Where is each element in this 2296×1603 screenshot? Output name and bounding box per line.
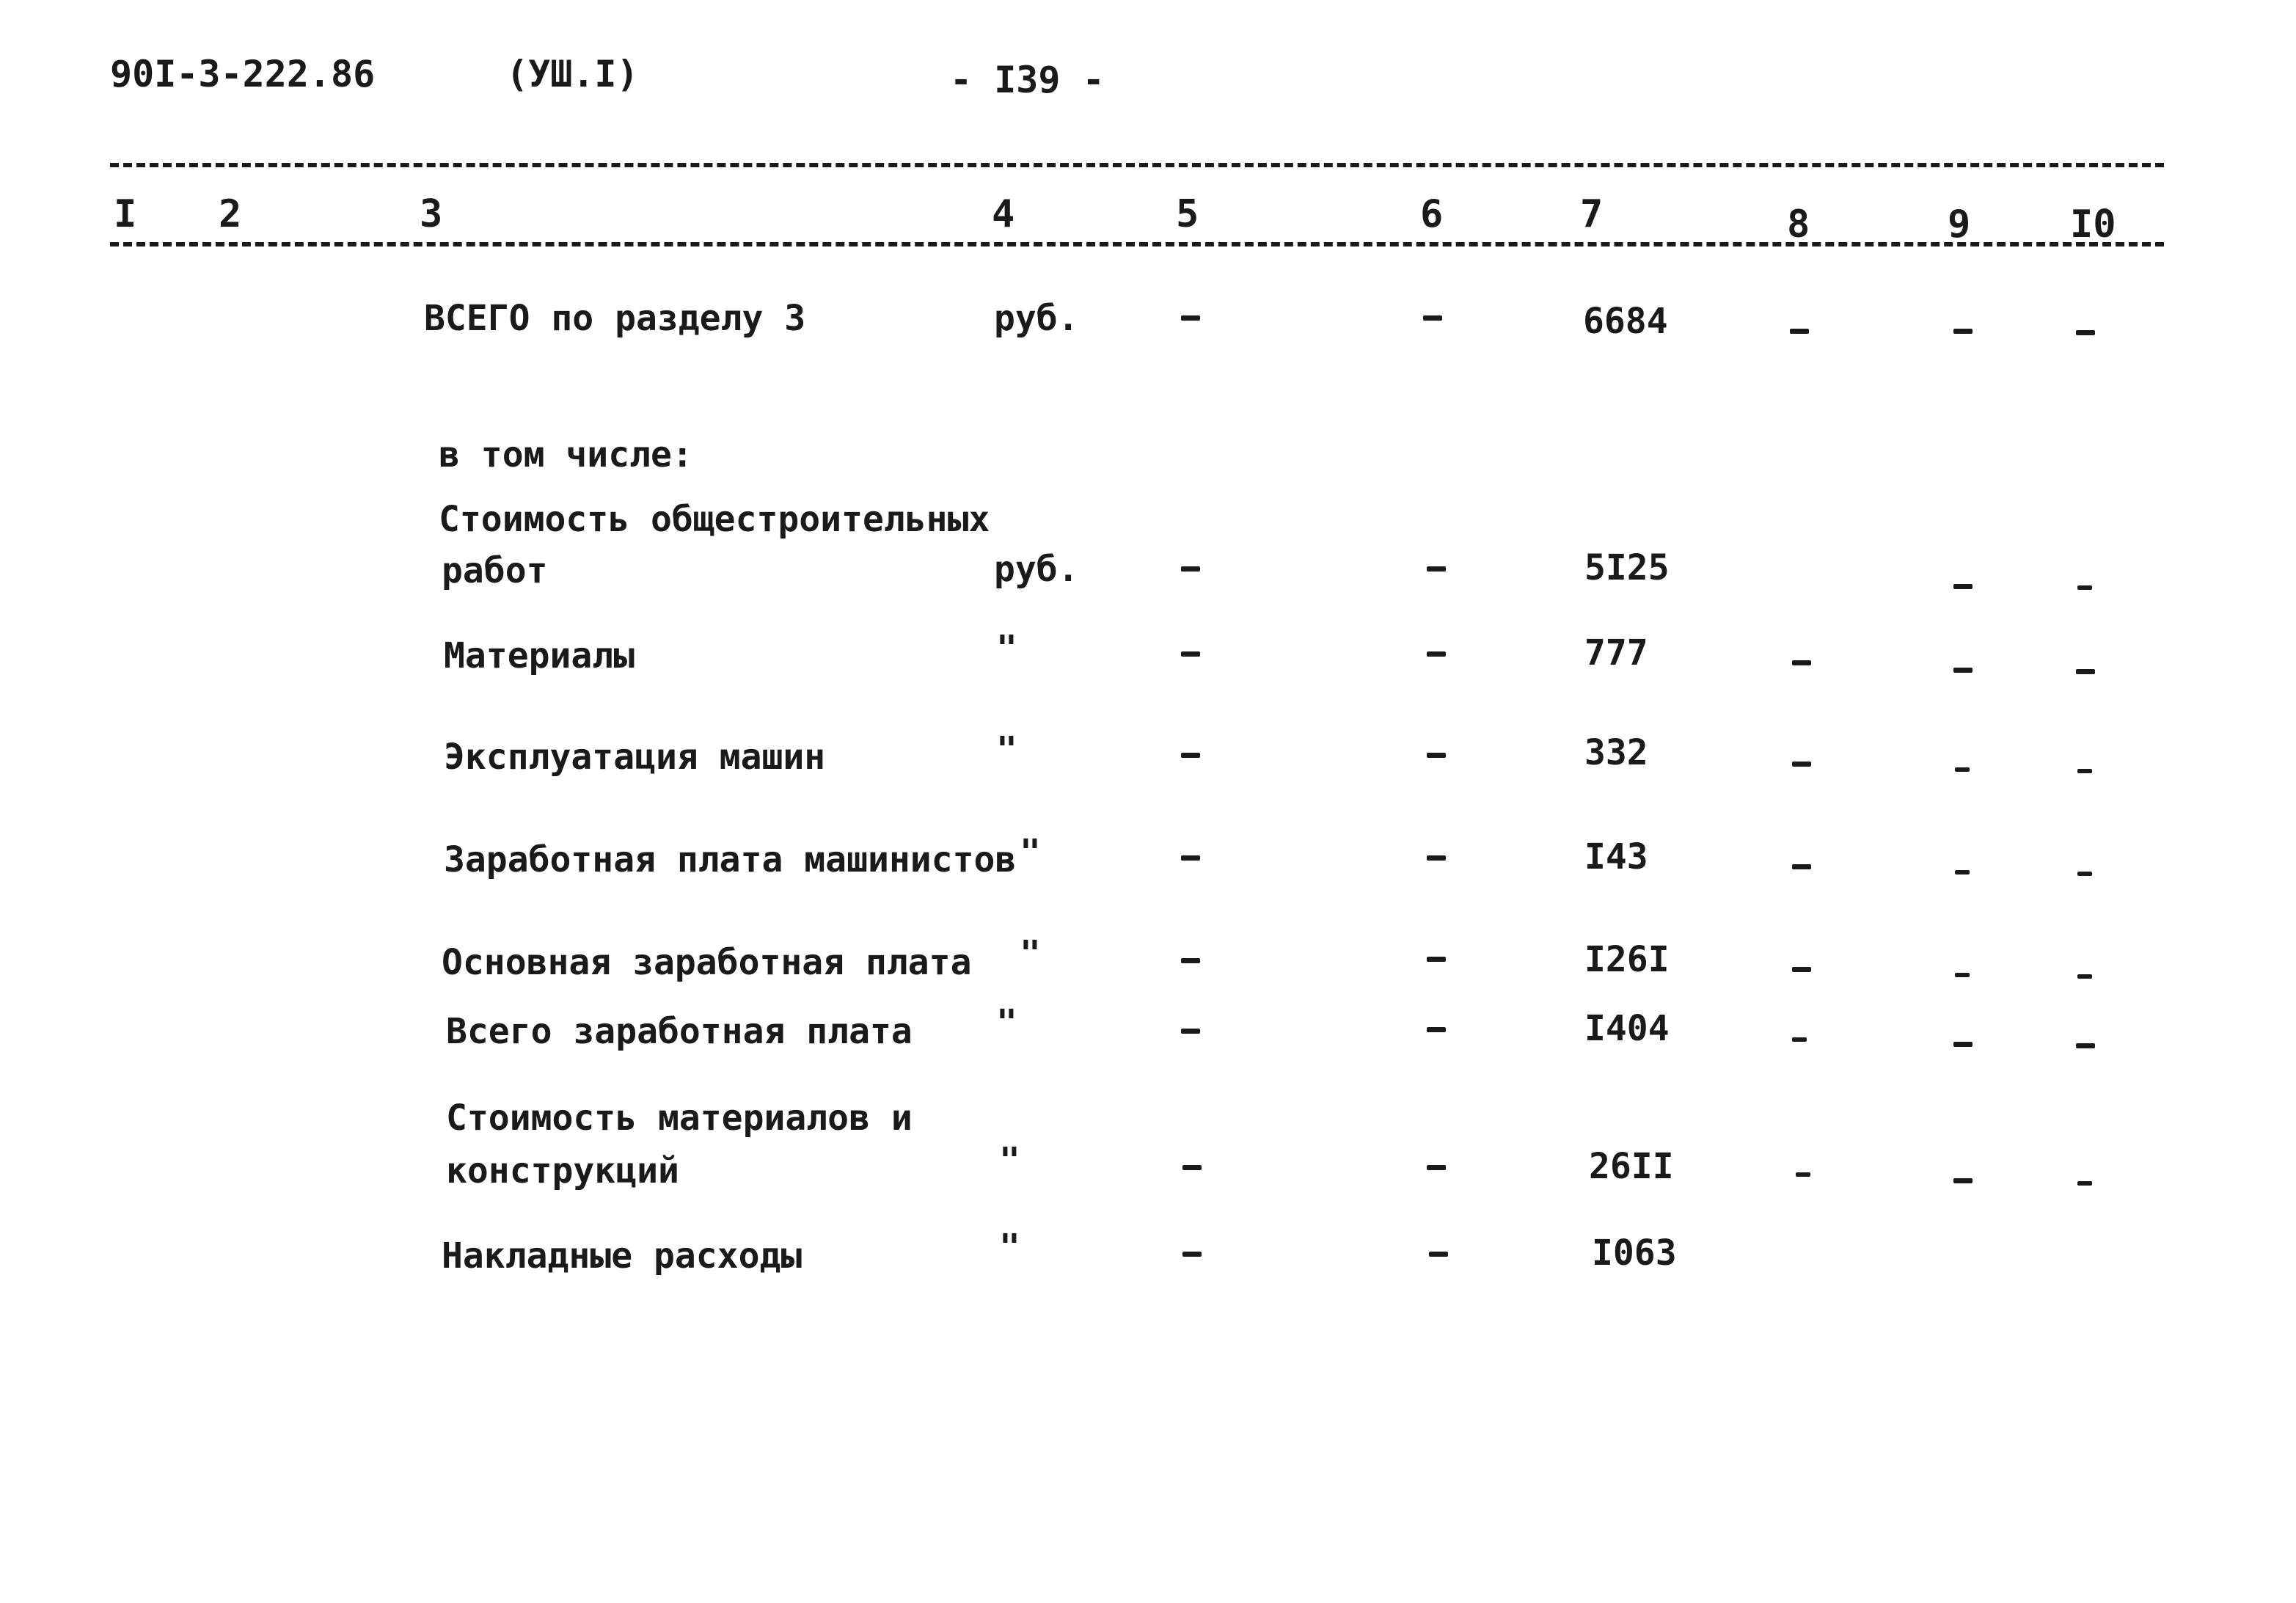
row-1-unit: руб. — [994, 549, 1079, 590]
column-number-10: I0 — [2070, 202, 2116, 247]
row-7-name-line1: Стоимость материалов и — [446, 1098, 913, 1139]
row-6-dash-col8 — [1792, 1037, 1807, 1042]
row-7-dash-col10 — [2077, 1181, 2092, 1186]
row-6-value: I404 — [1584, 1008, 1670, 1049]
row-1-dash-col10 — [2077, 585, 2092, 590]
row-4-dash-col9 — [1955, 870, 1970, 874]
row-7-dash-col6 — [1427, 1165, 1446, 1170]
row-6-dash-col10 — [2076, 1043, 2095, 1048]
row-7-name-line2: конструкций — [446, 1150, 679, 1191]
top-dashed-rule — [110, 163, 2164, 167]
row-8-name: Накладные расходы — [442, 1235, 802, 1277]
row-6-name: Всего заработная плата — [446, 1011, 913, 1052]
summary-row-dash-col10 — [2076, 330, 2095, 335]
page-number: - I39 - — [950, 59, 1105, 101]
row-2-unit: " — [996, 628, 1017, 669]
row-5-dash-col8 — [1792, 967, 1811, 972]
summary-row-dash-col5 — [1181, 315, 1200, 321]
row-5-unit: " — [1020, 933, 1041, 974]
row-1-dash-col9 — [1953, 584, 1973, 589]
subheading-including: в том числе: — [439, 434, 693, 475]
row-6-dash-col5 — [1181, 1029, 1200, 1034]
row-3-unit: " — [996, 729, 1017, 770]
row-7-value: 26II — [1589, 1146, 1674, 1187]
row-3-dash-col9 — [1955, 767, 1970, 772]
row-5-name: Основная заработная плата — [442, 942, 972, 983]
row-7-unit: " — [999, 1140, 1020, 1181]
row-6-dash-col9 — [1953, 1042, 1973, 1047]
summary-row-dash-col8 — [1790, 329, 1809, 334]
summary-row-dash-col6 — [1423, 315, 1442, 321]
row-4-name: Заработная плата машинистов — [444, 839, 1017, 880]
row-1-name-line1: Стоимость общестроительных — [439, 499, 990, 540]
column-number-9: 9 — [1948, 202, 1971, 247]
summary-row-unit: руб. — [994, 298, 1079, 339]
row-6-unit: " — [996, 1002, 1017, 1043]
summary-row-value: 6684 — [1583, 301, 1668, 342]
row-4-unit: " — [1020, 832, 1041, 873]
row-4-dash-col8 — [1792, 864, 1811, 869]
row-2-value: 777 — [1584, 632, 1648, 673]
row-3-dash-col8 — [1792, 762, 1811, 767]
row-7-dash-col5 — [1182, 1165, 1202, 1170]
row-2-dash-col5 — [1181, 651, 1200, 657]
column-number-4: 4 — [992, 192, 1015, 236]
summary-row-name: ВСЕГО по разделу 3 — [424, 298, 806, 339]
row-3-dash-col6 — [1427, 753, 1446, 758]
row-1-dash-col6 — [1427, 566, 1446, 572]
column-numbers-dashed-rule — [110, 242, 2164, 247]
row-7-dash-col9 — [1953, 1178, 1973, 1183]
section-code: (УШ.I) — [506, 53, 639, 95]
row-5-dash-col5 — [1181, 958, 1200, 963]
row-2-name: Материалы — [444, 635, 635, 676]
row-1-value: 5I25 — [1584, 547, 1670, 588]
column-number-7: 7 — [1580, 192, 1604, 236]
document-code: 90I-3-222.86 — [110, 53, 376, 95]
column-number-8: 8 — [1787, 202, 1810, 247]
column-number-1: I — [114, 192, 137, 236]
row-5-value: I26I — [1584, 939, 1670, 980]
row-4-dash-col6 — [1427, 855, 1446, 861]
row-2-dash-col6 — [1427, 651, 1446, 657]
row-5-dash-col10 — [2077, 974, 2092, 979]
row-4-dash-col10 — [2077, 872, 2092, 876]
row-2-dash-col8 — [1792, 660, 1811, 665]
column-number-6: 6 — [1420, 192, 1444, 236]
row-8-dash-col5 — [1182, 1252, 1202, 1257]
row-3-name: Эксплуатация машин — [444, 737, 826, 778]
row-2-dash-col10 — [2076, 669, 2095, 674]
row-2-dash-col9 — [1953, 668, 1973, 673]
row-3-dash-col10 — [2077, 769, 2092, 773]
row-4-dash-col5 — [1181, 855, 1200, 861]
row-6-dash-col6 — [1427, 1027, 1446, 1032]
row-4-value: I43 — [1584, 836, 1648, 877]
row-7-dash-col8 — [1796, 1172, 1810, 1177]
row-1-dash-col5 — [1181, 566, 1200, 572]
column-number-2: 2 — [219, 192, 242, 236]
row-5-dash-col6 — [1427, 957, 1446, 962]
summary-row-dash-col9 — [1953, 329, 1973, 334]
row-3-dash-col5 — [1181, 753, 1200, 758]
row-8-dash-col6 — [1429, 1252, 1448, 1257]
row-8-unit: " — [999, 1227, 1020, 1268]
row-1-name-line2: работ — [442, 550, 548, 591]
row-3-value: 332 — [1584, 732, 1648, 773]
column-number-5: 5 — [1176, 192, 1199, 236]
row-5-dash-col9 — [1955, 973, 1970, 977]
row-8-value: I063 — [1592, 1233, 1677, 1274]
column-number-3: 3 — [420, 192, 443, 236]
